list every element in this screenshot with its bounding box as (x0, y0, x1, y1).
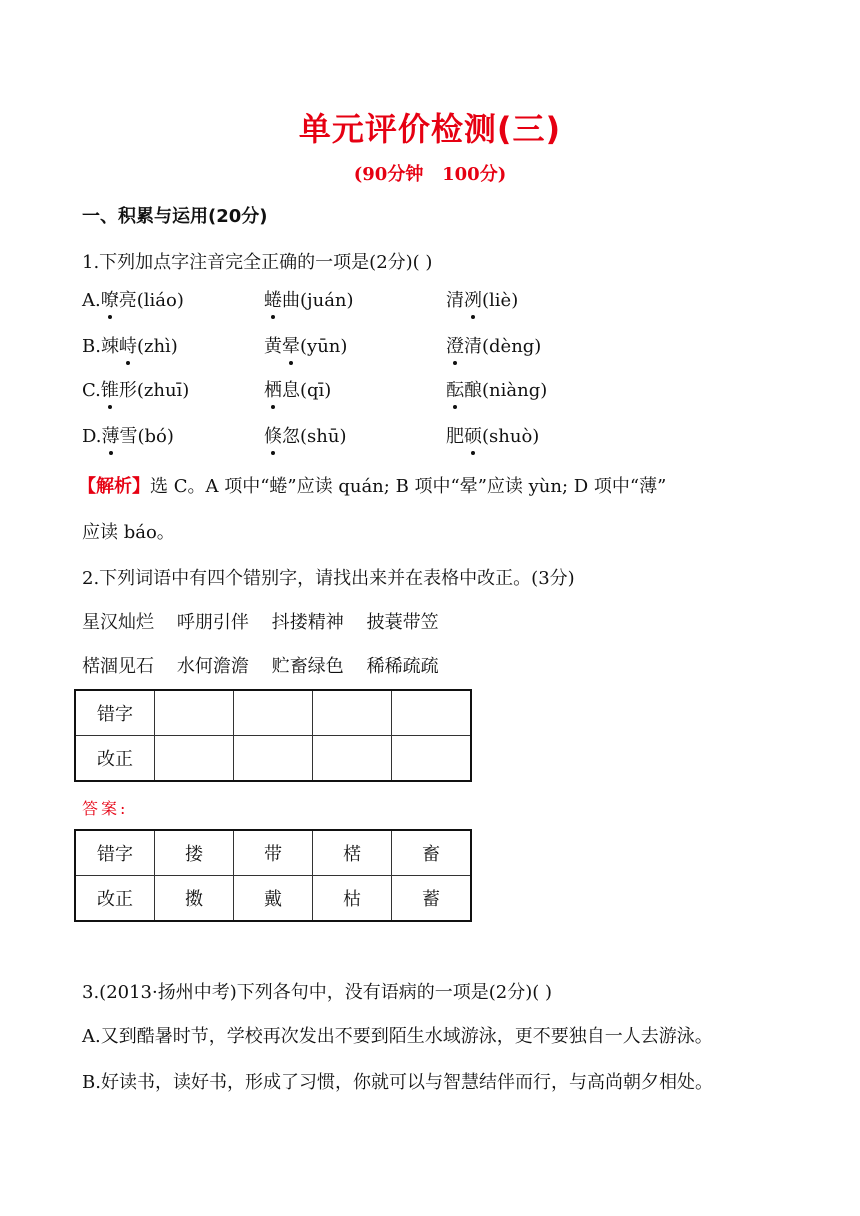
dotted-char: 栖 (264, 380, 282, 401)
dotted-char: 蜷 (264, 290, 282, 311)
dotted-char: 倏 (264, 426, 282, 447)
option-b-col2: 黄晕(yūn) (264, 336, 348, 357)
dotted-char: 嘹 (100, 290, 119, 311)
table-cell: 戴 (234, 876, 313, 922)
question-1-stem: 1.下列加点字注音完全正确的一项是(2分)( ) (82, 252, 433, 273)
question-3-option-b: B.好读书，读好书，形成了习惯，你就可以与智慧结伴而行，与高尚朝夕相处。 (82, 1072, 713, 1093)
question-2-words-line2: 楛涸见石 水何澹澹 贮畜绿色 稀稀疏疏 (82, 656, 439, 677)
option-b-col3: 澄清(dèng) (446, 336, 542, 357)
answer-label: 答案: (82, 799, 129, 818)
table-cell: 搂 (155, 830, 234, 876)
dotted-char: 晕 (282, 336, 300, 357)
option-c-col1: C.锥形(zhuī) (82, 380, 190, 401)
dotted-char: 硕 (464, 426, 482, 447)
blank-cell[interactable] (313, 736, 392, 782)
blank-cell[interactable] (392, 736, 472, 782)
table-header-cell: 改正 (75, 736, 155, 782)
option-a-col2: 蜷曲(juán) (264, 290, 354, 311)
dotted-char: 澄 (446, 336, 464, 357)
analysis-text: 选 C。A 项中“蜷”应读 quán; B 项中“晕”应读 yùn; D 项中“薄” (150, 476, 667, 497)
table-row (75, 876, 471, 922)
option-c-col2: 栖息(qī) (264, 380, 332, 401)
table-header-cell: 错字 (75, 830, 155, 876)
question-2-stem: 2.下列词语中有四个错别字，请找出来并在表格中改正。(3分) (82, 568, 575, 589)
table-row (75, 830, 471, 876)
option-d-col1: D.薄雪(bó) (82, 426, 174, 447)
blank-cell[interactable] (313, 690, 392, 736)
table-row (75, 690, 471, 736)
question-1-analysis-cont: 应读 báo。 (82, 522, 175, 543)
dotted-char: 锥 (100, 380, 119, 401)
blank-cell[interactable] (234, 690, 313, 736)
option-b-col1: B.竦峙(zhì) (82, 336, 178, 357)
section-heading: 一、积累与运用(20分) (82, 206, 268, 227)
blank-cell[interactable] (155, 736, 234, 782)
blank-cell[interactable] (392, 690, 472, 736)
option-c-col3: 酝酿(niàng) (446, 380, 548, 401)
table-cell: 楛 (313, 830, 392, 876)
option-d-col3: 肥硕(shuò) (446, 426, 540, 447)
page-subtitle: (90分钟 100分) (353, 164, 507, 185)
option-a-col1: A.嘹亮(liáo) (82, 290, 184, 311)
answer-table (74, 829, 472, 922)
page-title: 单元评价检测(三) (298, 110, 562, 148)
question-2-words-line1: 星汉灿烂 呼朋引伴 抖搂精神 披蓑带笠 (82, 612, 439, 633)
table-cell: 枯 (313, 876, 392, 922)
table-cell: 带 (234, 830, 313, 876)
blank-answer-table (74, 689, 472, 782)
table-cell: 擞 (155, 876, 234, 922)
analysis-tag: 【解析】 (78, 476, 150, 497)
table-row (75, 736, 471, 782)
dotted-char: 冽 (464, 290, 482, 311)
table-header-cell: 改正 (75, 876, 155, 922)
question-3-stem: 3.(2013·扬州中考)下列各句中，没有语病的一项是(2分)( ) (82, 982, 553, 1003)
question-3-option-a: A.又到酷暑时节，学校再次发出不要到陌生水域游泳，更不要独自一人去游泳。 (82, 1026, 713, 1047)
option-a-col3: 清冽(liè) (446, 290, 519, 311)
blank-cell[interactable] (155, 690, 234, 736)
blank-cell[interactable] (234, 736, 313, 782)
table-cell: 蓄 (392, 876, 472, 922)
dotted-char: 薄 (101, 426, 120, 447)
option-d-col2: 倏忽(shū) (264, 426, 347, 447)
dotted-char: 酝 (446, 380, 464, 401)
question-1-analysis (78, 476, 666, 498)
dotted-char: 峙 (118, 336, 137, 357)
table-cell: 畜 (392, 830, 472, 876)
table-header-cell: 错字 (75, 690, 155, 736)
